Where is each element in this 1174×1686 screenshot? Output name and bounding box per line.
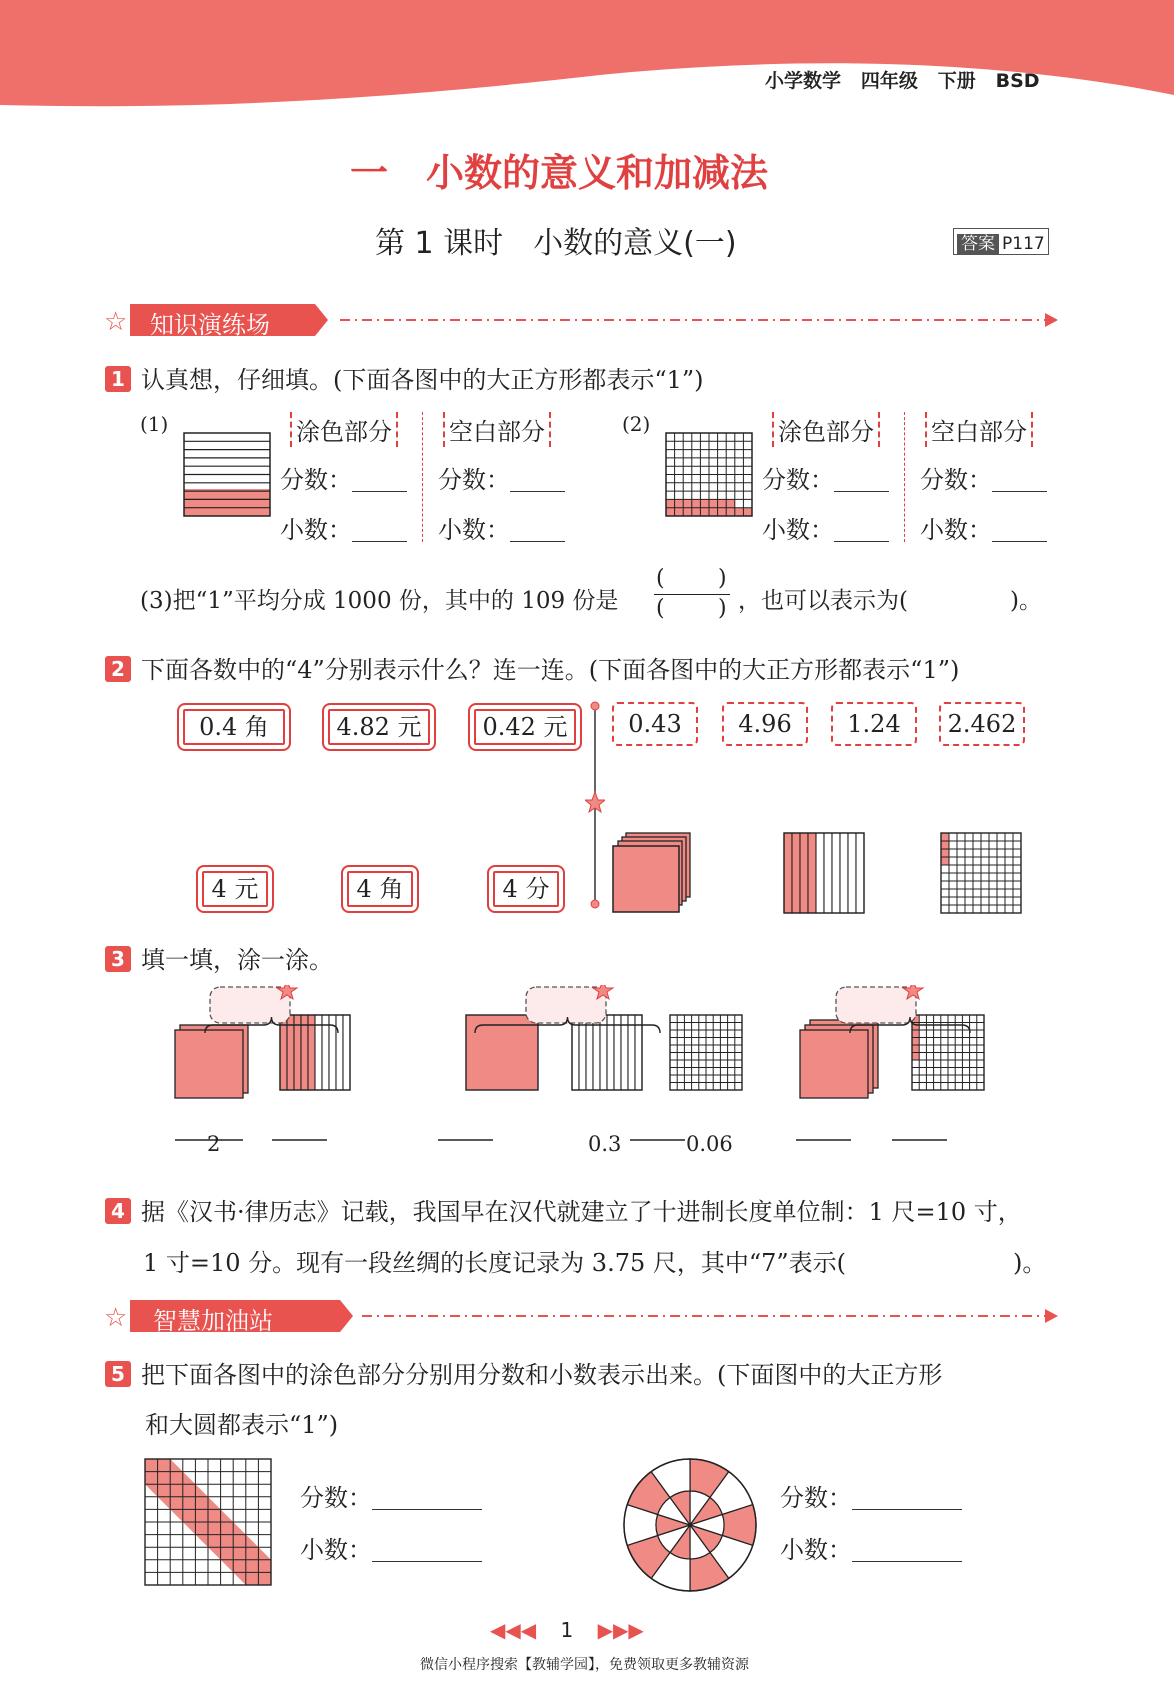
prev-arrows-icon: ◀◀◀ (490, 1618, 537, 1642)
fraction-label: 分数： (300, 1484, 372, 1512)
fraction-label: 分数： (920, 466, 992, 494)
q1-p1-shaded-header (290, 412, 398, 447)
q5-circle-figure (620, 1455, 760, 1595)
q5-frac-blank-1[interactable] (372, 1485, 482, 1510)
q5-grid-figure (143, 1457, 273, 1587)
q2-strips-figure[interactable] (783, 832, 865, 914)
q1-p1-dec-blank-2[interactable] (510, 517, 565, 542)
q1-figure1 (183, 432, 271, 517)
q1-p2-dec-blank-2[interactable] (992, 517, 1047, 542)
footer-note: 微信小程序搜索【教辅学园】，免费领取更多教辅资源 (420, 1657, 749, 1673)
fraction-bar (654, 594, 730, 595)
fraction-label: 分数： (762, 466, 834, 494)
unit-title: 一 小数的意义和加减法 (350, 151, 769, 195)
q2-grid-figure[interactable] (940, 832, 1022, 914)
q2-stacked-squares[interactable] (612, 832, 692, 914)
q1-figure2 (665, 432, 753, 517)
q1-p2-dec-row-2 (920, 510, 1047, 545)
decimal-label: 小数： (762, 516, 834, 544)
section-title-1: 知识演练场 (150, 311, 270, 339)
header-info (765, 66, 1040, 93)
fraction-label: 分数： (280, 466, 352, 494)
q5-line1: 把下面各图中的涂色部分分别用分数和小数表示出来。(下面图中的大正方形 (141, 1361, 943, 1389)
q1-part1-label: (1) (140, 412, 169, 436)
q1-part2-label: (2) (622, 412, 651, 436)
q3-text: 填一填，涂一涂。 (141, 946, 333, 974)
q2-left-top-0[interactable]: 0.4 角 (177, 703, 291, 751)
q1-p2-frac-blank[interactable] (834, 467, 889, 492)
q1-p3-text-a: (3)把“1”平均分成 1000 份，其中的 109 份是 (140, 588, 619, 614)
paren-right: ) (718, 566, 727, 591)
page-nav (490, 1618, 644, 1642)
paren-left: ( (656, 596, 665, 621)
header-edition: BSD (995, 70, 1040, 92)
q1-p1-frac-row-2 (438, 460, 565, 495)
q2-prompt (105, 650, 959, 685)
decimal-label: 小数： (300, 1536, 372, 1564)
divider (904, 412, 905, 542)
q3-label-2: 0.06 (686, 1132, 733, 1156)
q2-divider (585, 700, 605, 910)
q1-p1-dec-row-2 (438, 510, 565, 545)
q3-number: 3 (105, 946, 131, 972)
next-arrows-icon: ▶▶▶ (597, 1618, 644, 1642)
q2-left-top-2[interactable]: 0.42 元 (468, 703, 582, 751)
q2-text: 下面各数中的“4”分别表示什么？连一连。(下面各图中的大正方形都表示“1”) (141, 656, 960, 684)
q5-number: 5 (105, 1361, 131, 1387)
q2-right-top-0[interactable]: 0.43 (612, 702, 698, 746)
lesson-title: 第 1 课时 小数的意义(一) (375, 226, 737, 261)
q1-p1-shaded-text: 涂色部分 (296, 418, 392, 446)
q4-prompt (105, 1192, 1022, 1227)
divider (422, 412, 423, 542)
q2-left-bottom-2[interactable]: 4 分 (487, 865, 565, 913)
svg-text:☆: ☆ (104, 307, 128, 337)
q5-frac-row-2 (780, 1478, 962, 1513)
header-banner (0, 0, 1174, 115)
q1-p3-text-c[interactable]: )。 (1010, 588, 1042, 614)
q2-left-top-1[interactable]: 4.82 元 (322, 703, 436, 751)
q1-part1-answers (280, 412, 570, 542)
q4-line1: 据《汉书·律历志》记载，我国早在汉代就建立了十进制长度单位制：1 尺=10 寸， (141, 1198, 1022, 1226)
q1-p2-dec-row (762, 510, 889, 545)
q1-p1-frac-blank[interactable] (352, 467, 407, 492)
section-title-2: 智慧加油站 (153, 1307, 273, 1335)
answer-page: P117 (1002, 234, 1045, 254)
q3-label-1: 0.3 (588, 1132, 622, 1156)
q2-right-top-3[interactable]: 2.462 (939, 702, 1025, 746)
q2-number: 2 (105, 656, 131, 682)
q5-dec-row-2 (780, 1530, 962, 1565)
fraction-label: 分数： (780, 1484, 852, 1512)
paren-left: ( (656, 566, 665, 591)
header-subject: 小学数学 (765, 70, 842, 92)
q1-p1-blank-text: 空白部分 (449, 418, 545, 446)
q5-dec-blank-2[interactable] (852, 1537, 962, 1562)
q1-part3 (140, 582, 618, 615)
q5-frac-row-1 (300, 1478, 482, 1513)
q1-p1-dec-row (280, 510, 407, 545)
decimal-label: 小数： (280, 516, 352, 544)
header-volume: 下册 (937, 70, 976, 92)
q1-p1-blank-header (443, 412, 551, 447)
q4-line2: 1 寸=10 分。现有一段丝绸的长度记录为 3.75 尺，其中“7”表示( (143, 1249, 847, 1277)
q1-p2-frac-blank-2[interactable] (992, 467, 1047, 492)
q1-p2-shaded-text: 涂色部分 (778, 418, 874, 446)
q1-p1-frac-blank-2[interactable] (510, 467, 565, 492)
q1-p2-frac-row-2 (920, 460, 1047, 495)
q5-dec-blank-1[interactable] (372, 1537, 482, 1562)
q2-right-top-1[interactable]: 4.96 (722, 702, 808, 746)
paren-right: ) (718, 596, 727, 621)
q5-line2: 和大圆都表示“1”) (145, 1411, 339, 1439)
q4-number: 4 (105, 1198, 131, 1224)
svg-text:☆: ☆ (104, 1303, 128, 1333)
q2-right-top-2[interactable]: 1.24 (831, 702, 917, 746)
q1-prompt (105, 360, 704, 395)
q5-prompt (105, 1355, 942, 1390)
answer-label: 答案 (957, 234, 999, 254)
q1-p2-dec-blank[interactable] (834, 517, 889, 542)
q1-part2-answers (762, 412, 1052, 542)
q1-number: 1 (105, 366, 131, 392)
q3-label-0: 2 (207, 1132, 221, 1156)
q1-p1-dec-blank[interactable] (352, 517, 407, 542)
q1-p3-text-b: ，也可以表示为( (738, 588, 908, 614)
q2-left-bottom-0[interactable]: 4 元 (196, 865, 274, 913)
header-grade: 四年级 (860, 70, 918, 92)
answer-ref (953, 228, 1049, 255)
q4-line2-end[interactable]: )。 (1013, 1249, 1047, 1277)
q1-p1-frac-row (280, 460, 407, 495)
q1-text: 认真想，仔细填。(下面各图中的大正方形都表示“1”) (141, 366, 704, 394)
q5-dec-row-1 (300, 1530, 482, 1565)
q3-prompt (105, 940, 333, 975)
q1-p3-fraction[interactable] (652, 566, 732, 622)
decimal-label: 小数： (438, 516, 510, 544)
decimal-label: 小数： (780, 1536, 852, 1564)
q1-p2-blank-header (925, 412, 1033, 447)
decimal-label: 小数： (920, 516, 992, 544)
q1-p2-shaded-header (772, 412, 880, 447)
q5-frac-blank-2[interactable] (852, 1485, 962, 1510)
q2-left-bottom-1[interactable]: 4 角 (341, 865, 419, 913)
q1-p2-frac-row (762, 460, 889, 495)
page-number: 1 (560, 1618, 574, 1642)
q1-p2-blank-text: 空白部分 (931, 418, 1027, 446)
fraction-label: 分数： (438, 466, 510, 494)
